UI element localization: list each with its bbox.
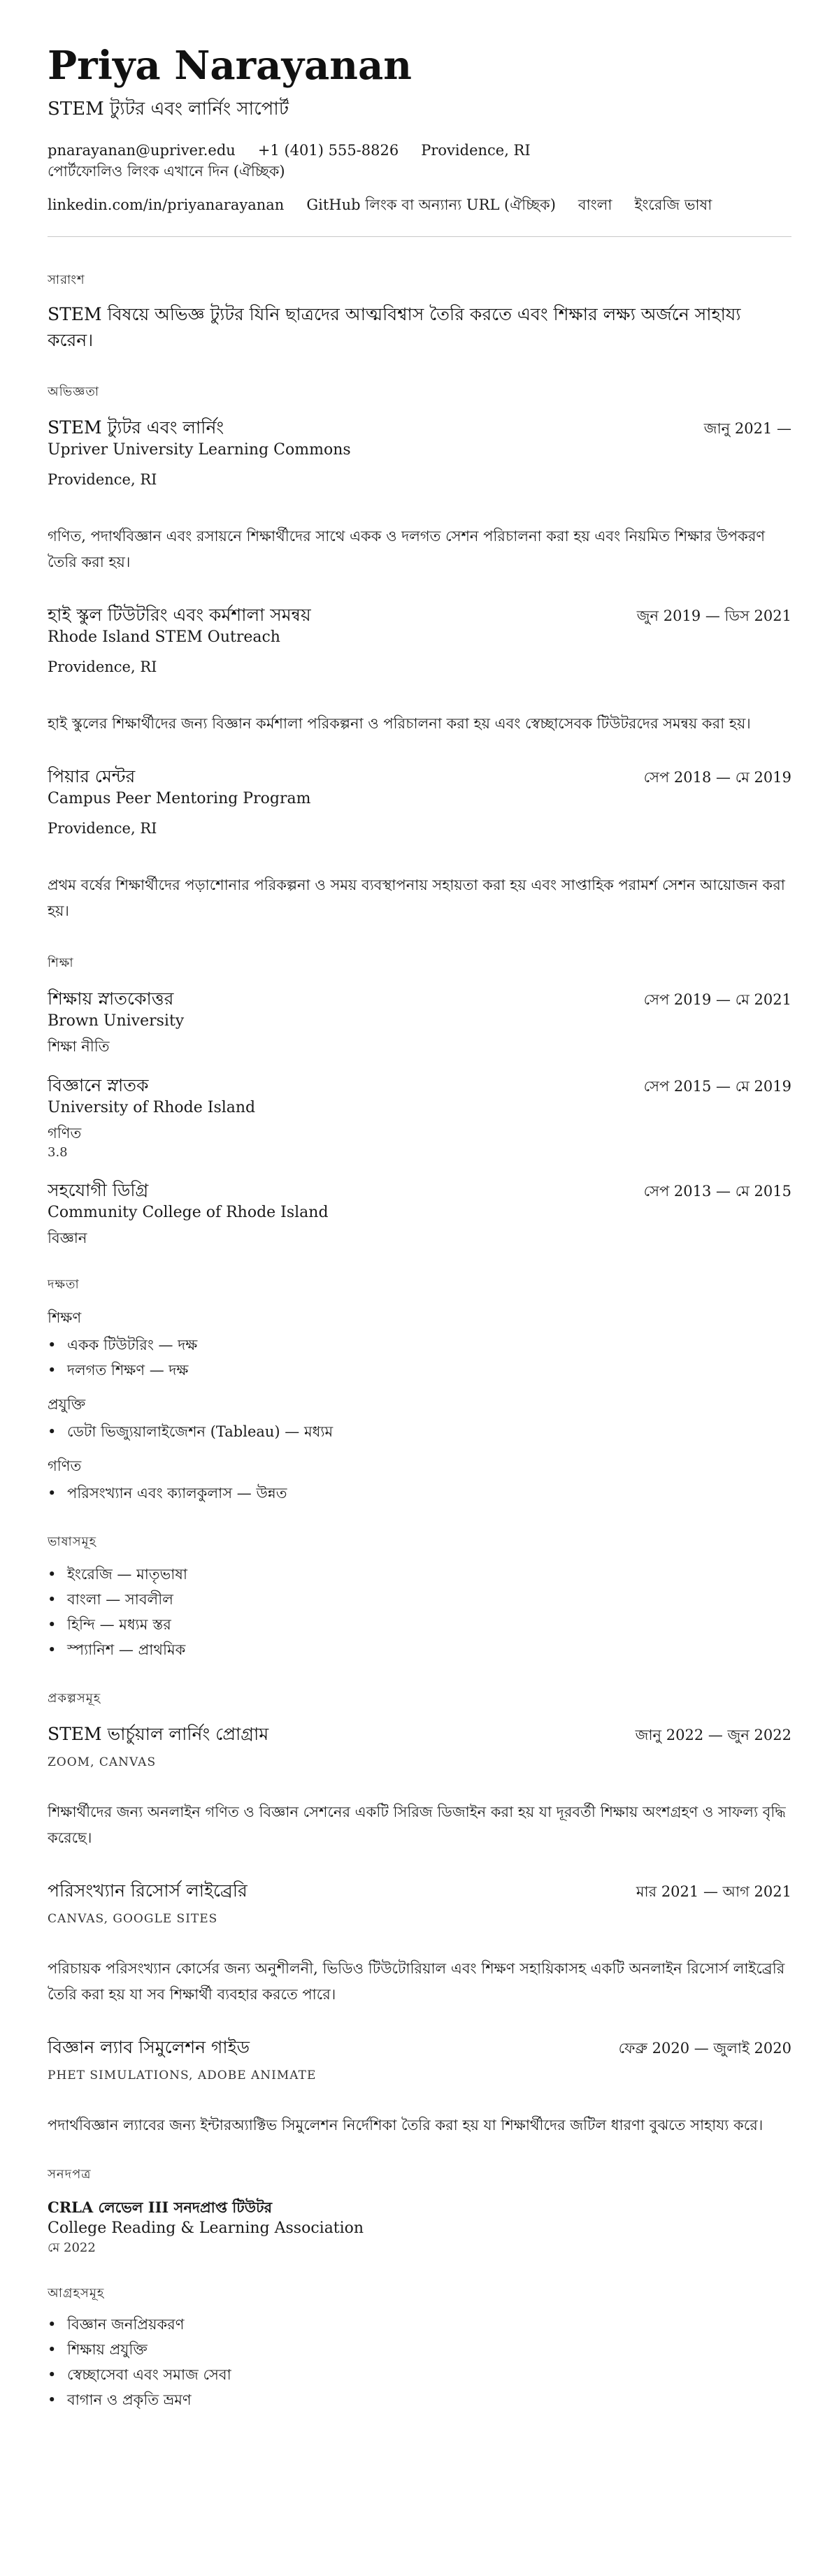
project-date: জানু 2022 — জুন 2022 — [635, 1727, 791, 1743]
experience-date: সেপ 2018 — মে 2019 — [643, 769, 791, 786]
skill-group — [48, 1455, 791, 1506]
experience-description: প্রথম বর্ষের শিক্ষার্থীদের পড়াশোনার পরিকল্পনা ও সময় ব্যবস্থাপনায় সহায়তা করা হয় এবং সাপ্তাহিক পরামর্শ সেশন আয়োজন করা হয়। — [48, 877, 785, 919]
summary-heading: সারাংশ — [48, 273, 85, 287]
skill-group-name: শিক্ষণ — [48, 1309, 82, 1326]
project-tools: ZOOM, CANVAS — [48, 1755, 157, 1769]
project-description: পরিচায়ক পরিসংখ্যান কোর্সের জন্য অনুশীলনী, ভিডিও টিউটোরিয়াল এবং শিক্ষণ সহায়িকাসহ একটি অনলাইন রিসোর্স লাইব্রেরি তৈরি করা হয় যা সব শিক্ষার্থী ব্যবহার করতে পারে। — [48, 1960, 785, 2003]
certification-issuer: College Reading & Learning Association — [48, 2219, 364, 2237]
experience-title: পিয়ার মেন্টর — [48, 766, 136, 786]
contact-language-2: ইংরেজি ভাষা — [634, 196, 712, 213]
experience-entry — [48, 603, 791, 737]
interest-item: • বাগান ও প্রকৃতি ভ্রমণ — [48, 2387, 791, 2412]
project-tools: PHET SIMULATIONS, ADOBE ANIMATE — [48, 2068, 317, 2082]
skill-group — [48, 1394, 791, 1444]
skill-item: • ডেটা ভিজ্যুয়ালাইজেশন (Tableau) — মধ্যম — [48, 1419, 791, 1444]
interest-item: • বিজ্ঞান জনপ্রিয়করণ — [48, 2312, 791, 2337]
project-entry — [48, 1879, 791, 2008]
skills-heading: দক্ষতা — [48, 1277, 80, 1292]
experience-title: হাই স্কুল টিউটরিং এবং কর্মশালা সমন্বয় — [48, 605, 311, 625]
projects-heading: প্রকল্পসমূহ — [48, 1691, 101, 1706]
experience-location: Providence, RI — [48, 471, 157, 488]
experience-location: Providence, RI — [48, 820, 157, 837]
certification-title: CRLA লেভেল III সনদপ্রাপ্ত টিউটর — [48, 2199, 273, 2216]
languages-heading: ভাষাসমূহ — [48, 1534, 97, 1549]
education-degree: বিজ্ঞানে স্নাতক — [48, 1075, 149, 1095]
experience-title: STEM ট্যুটর এবং লার্নিং — [48, 417, 224, 438]
interests-heading: আগ্রহসমূহ — [48, 2286, 105, 2301]
skill-item: • একক টিউটরিং — দক্ষ — [48, 1332, 791, 1358]
project-entry — [48, 1722, 791, 1851]
contact-row-primary — [48, 140, 791, 182]
education-school: University of Rhode Island — [48, 1099, 256, 1116]
education-date: সেপ 2015 — মে 2019 — [643, 1078, 791, 1095]
education-school: Community College of Rhode Island — [48, 1204, 329, 1221]
experience-organization: Upriver University Learning Commons — [48, 441, 351, 459]
certifications-heading: সনদপত্র — [48, 2167, 92, 2182]
skill-group-name: গণিত — [48, 1458, 82, 1474]
language-item: • বাংলা — সাবলীল — [48, 1587, 791, 1612]
project-description: শিক্ষার্থীদের জন্য অনলাইন গণিত ও বিজ্ঞান সেশনের একটি সিরিজ ডিজাইন করা হয় যা দূরবর্তী শিক্ষায় অংশগ্রহণ ও সাফল্য বৃদ্ধি করেছে। — [48, 1804, 786, 1846]
header-divider — [48, 236, 791, 237]
project-title: পরিসংখ্যান রিসোর্স লাইব্রেরি — [48, 1880, 248, 1901]
interest-item: • স্বেচ্ছাসেবা এবং সমাজ সেবা — [48, 2362, 791, 2387]
project-date: মার 2021 — আগ 2021 — [636, 1883, 791, 1900]
project-description: পদার্থবিজ্ঞান ল্যাবের জন্য ইন্টারঅ্যাক্টিভ সিমুলেশন নির্দেশিকা তৈরি করা হয় যা শিক্ষার্থীদের জটিল ধারণা বুঝতে সাহায্য করে। — [48, 2117, 763, 2134]
project-tools: CANVAS, GOOGLE SITES — [48, 1912, 218, 1926]
project-date: ফেব্রু 2020 — জুলাই 2020 — [618, 2040, 791, 2057]
project-entry — [48, 2036, 791, 2138]
education-heading: শিক্ষা — [48, 956, 74, 970]
language-item: • ইংরেজি — মাতৃভাষা — [48, 1562, 791, 1587]
education-entry — [48, 1074, 791, 1162]
education-school: Brown University — [48, 1012, 185, 1030]
project-title: বিজ্ঞান ল্যাব সিমুলেশন গাইড — [48, 2037, 250, 2057]
experience-date: জানু 2021 — — [703, 420, 791, 437]
education-field: বিজ্ঞান — [48, 1230, 87, 1246]
languages-list — [48, 1562, 791, 1662]
contact-email[interactable]: pnarayanan@upriver.edu — [48, 142, 236, 159]
education-degree: সহযোগী ডিগ্রি — [48, 1180, 149, 1200]
candidate-name: Priya Narayanan — [48, 43, 413, 89]
interest-item: • শিক্ষায় প্রযুক্তি — [48, 2337, 791, 2362]
experience-location: Providence, RI — [48, 659, 157, 675]
contact-github[interactable]: GitHub লিংক বা অন্যান্য URL (ঐচ্ছিক) — [306, 196, 556, 213]
education-field: শিক্ষা নীতি — [48, 1038, 110, 1055]
education-entry — [48, 987, 791, 1057]
experience-description: হাই স্কুলের শিক্ষার্থীদের জন্য বিজ্ঞান কর্মশালা পরিকল্পনা ও পরিচালনা করা হয় এবং স্বেচ্ছাসেবক টিউটরদের সমন্বয় করা হয়। — [48, 715, 751, 732]
experience-description: গণিত, পদার্থবিজ্ঞান এবং রসায়নে শিক্ষার্থীদের সাথে একক ও দলগত সেশন পরিচালনা করা হয় এবং নিয়মিত শিক্ষার উপকরণ তৈরি করা হয়। — [48, 528, 766, 570]
education-date: সেপ 2013 — মে 2015 — [643, 1183, 791, 1200]
interests-list — [48, 2312, 791, 2412]
experience-date: জুন 2019 — ডিস 2021 — [636, 607, 791, 624]
experience-organization: Campus Peer Mentoring Program — [48, 790, 311, 807]
experience-organization: Rhode Island STEM Outreach — [48, 628, 280, 646]
project-title: STEM ভার্চুয়াল লার্নিং প্রোগ্রাম — [48, 1724, 269, 1744]
language-item: • হিন্দি — মধ্যম স্তর — [48, 1612, 791, 1637]
candidate-headline: STEM ট্যুটর এবং লার্নিং সাপোর্ট — [48, 99, 289, 120]
contact-linkedin[interactable]: linkedin.com/in/priyanarayanan — [48, 196, 285, 213]
experience-heading: অভিজ্ঞতা — [48, 384, 100, 399]
education-field: গণিত — [48, 1125, 82, 1142]
education-gpa: 3.8 — [48, 1145, 68, 1160]
skill-group — [48, 1307, 791, 1383]
summary-text: STEM বিষয়ে অভিজ্ঞ ট্যুটর যিনি ছাত্রদের আত্মবিশ্বাস তৈরি করতে এবং শিক্ষার লক্ষ্য অর্জনে সাহায্য করেন। — [48, 304, 741, 350]
certification-date: মে 2022 — [48, 2240, 96, 2255]
education-date: সেপ 2019 — মে 2021 — [643, 991, 791, 1008]
certification-entry — [48, 2197, 791, 2257]
contact-language-1: বাংলা — [578, 196, 612, 213]
contact-row-secondary — [48, 194, 791, 215]
contact-portfolio[interactable]: পোর্টফোলিও লিংক এখানে দিন (ঐচ্ছিক) — [48, 163, 285, 180]
education-entry — [48, 1179, 791, 1249]
education-degree: শিক্ষায় স্নাতকোত্তর — [48, 988, 174, 1009]
skill-item: • পরিসংখ্যান এবং ক্যালকুলাস — উন্নত — [48, 1481, 791, 1506]
skill-group-name: প্রযুক্তি — [48, 1396, 86, 1413]
contact-phone[interactable]: +1 (401) 555-8826 — [257, 142, 399, 159]
experience-entry — [48, 765, 791, 924]
contact-location: Providence, RI — [421, 142, 531, 159]
skill-item: • দলগত শিক্ষণ — দক্ষ — [48, 1358, 791, 1383]
language-item: • স্প্যানিশ — প্রাথমিক — [48, 1637, 791, 1662]
experience-entry — [48, 416, 791, 575]
